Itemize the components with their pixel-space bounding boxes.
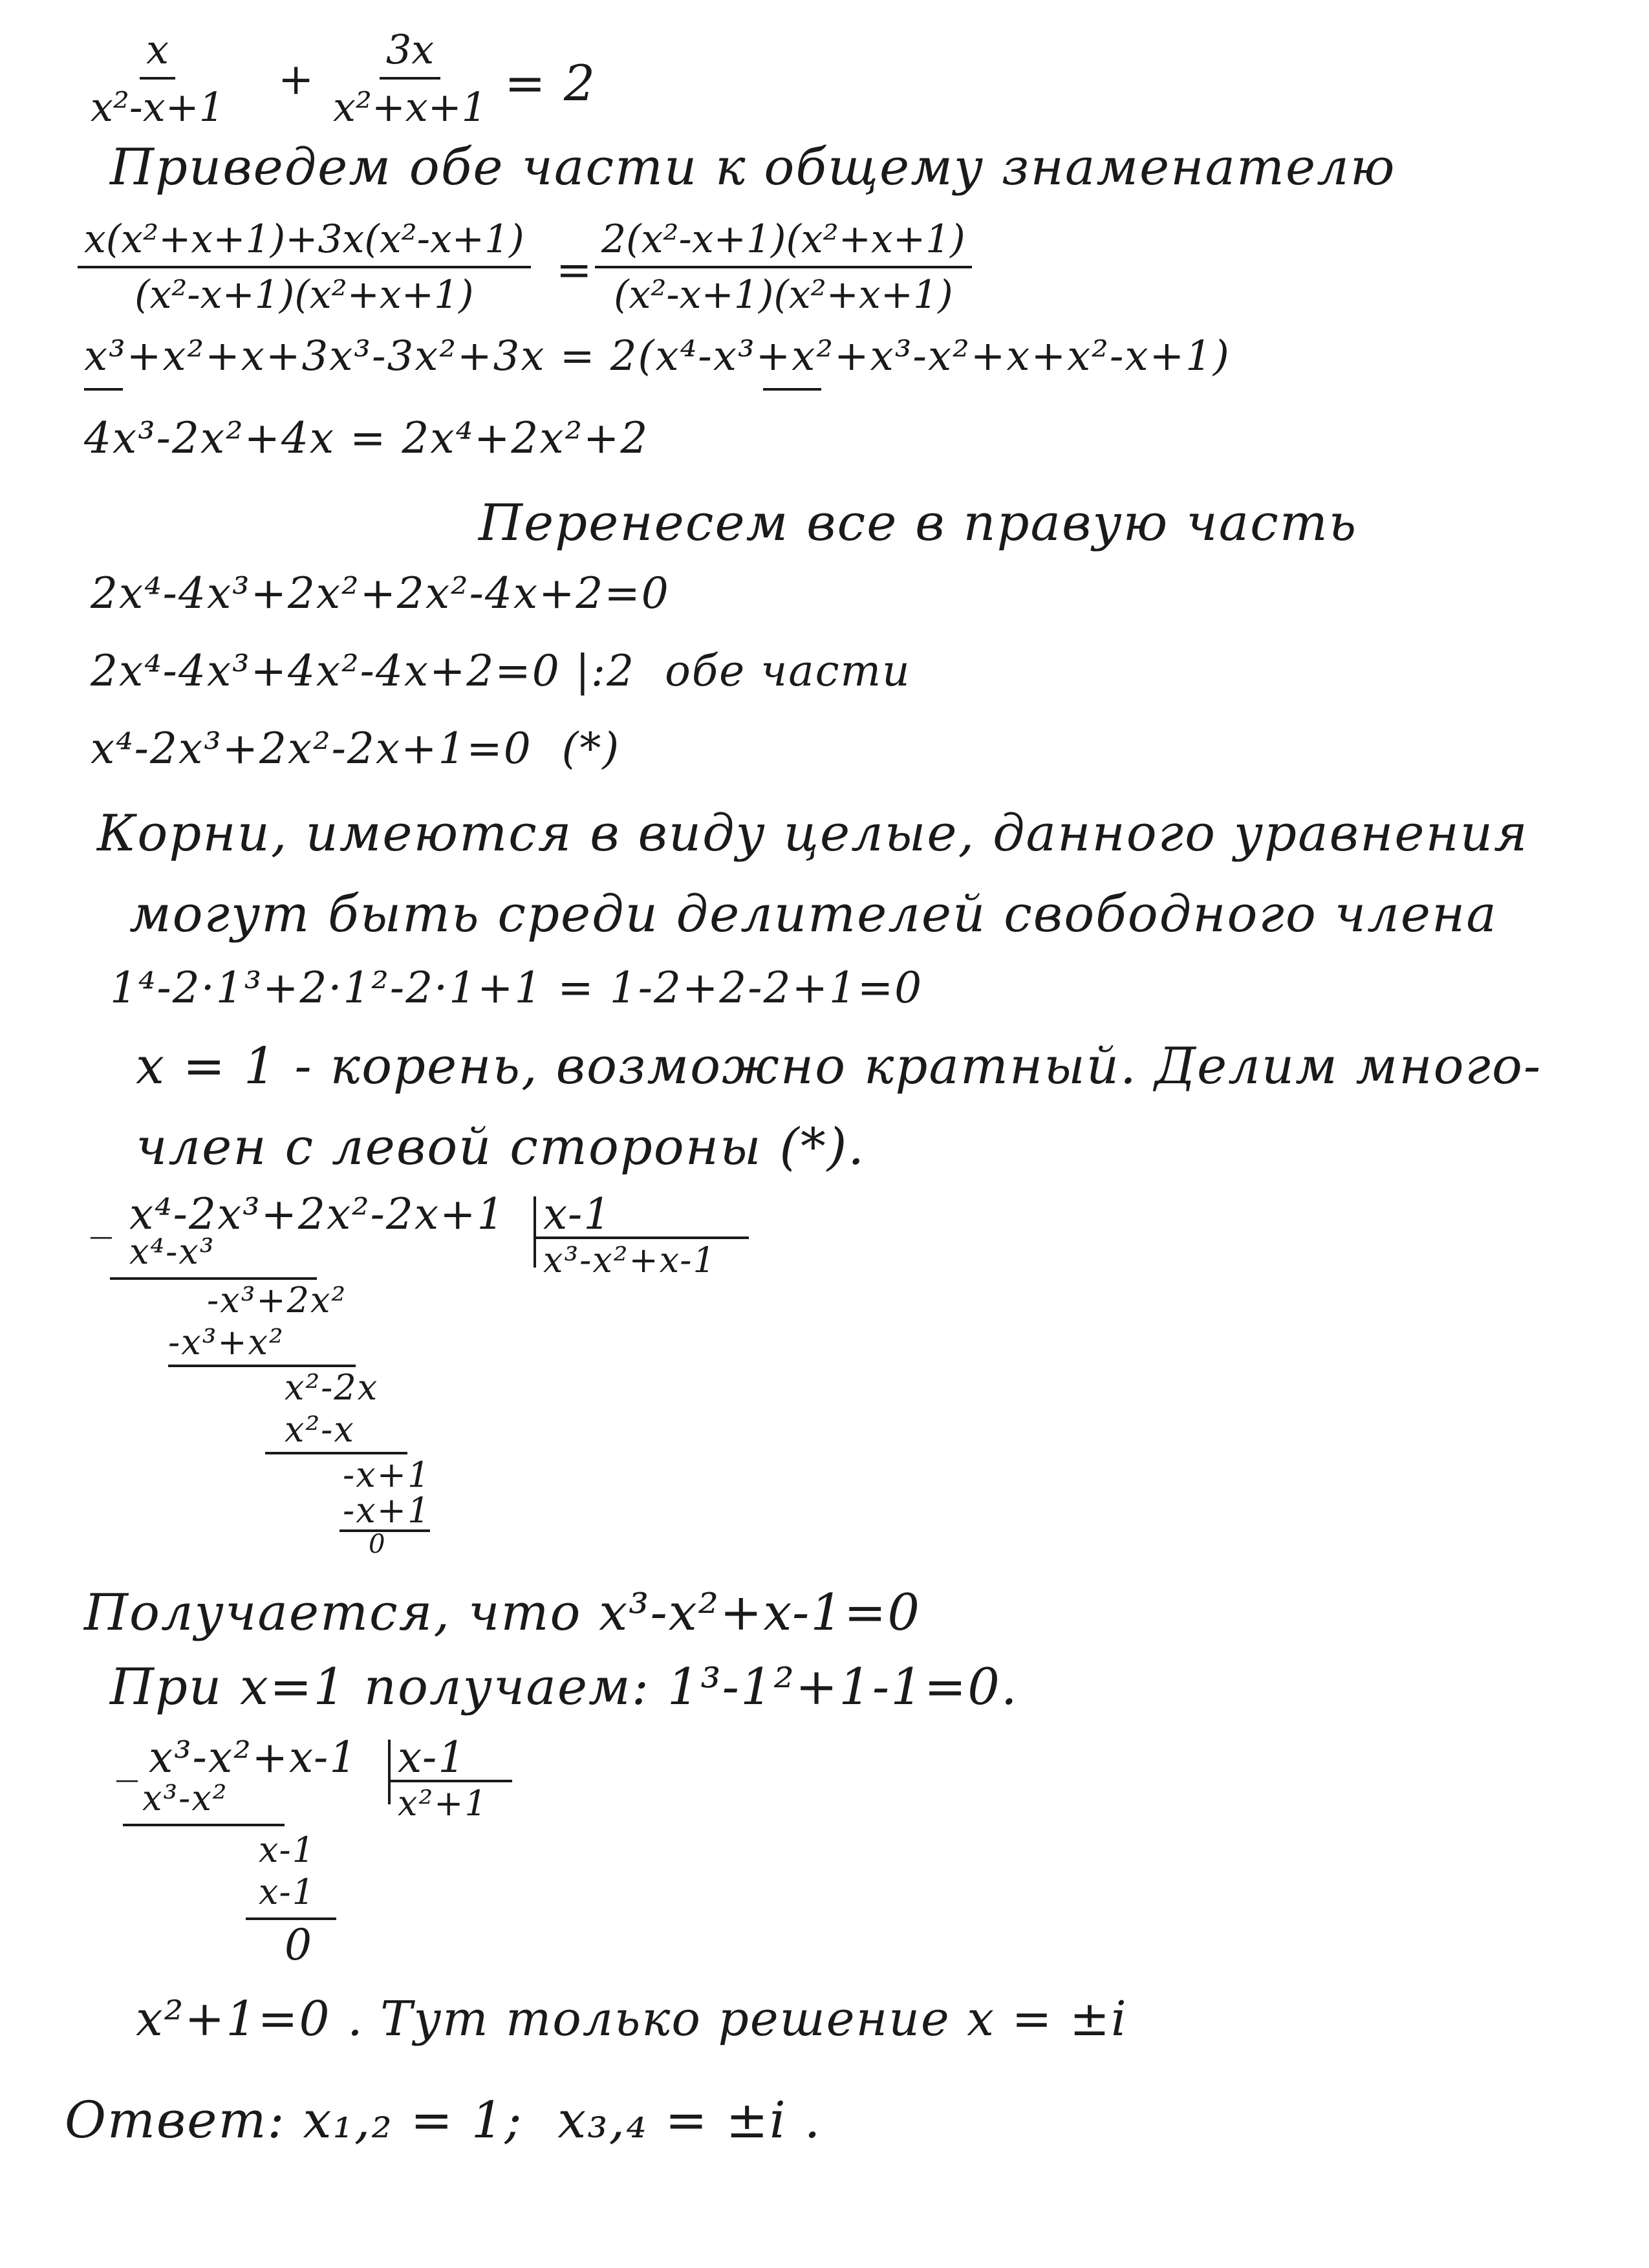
equation-step-8: 2x⁴-4x³+4x²-4x+2=0 |:2 обе части xyxy=(91,646,911,696)
division-1-step: -x+1 xyxy=(343,1454,431,1495)
equation-rhs: = 2 xyxy=(504,54,597,112)
equation-step-7: 2x⁴-4x³+2x²+2x²-4x+2=0 xyxy=(91,568,670,618)
division-2-step: x-1 xyxy=(259,1830,316,1870)
division-2-divisor: x-1 xyxy=(398,1733,467,1782)
division-2-bar xyxy=(388,1740,391,1804)
division-2-minus: _ xyxy=(116,1733,139,1782)
final-answer: Ответ: x₁,₂ = 1; x₃,₄ = ±i . xyxy=(65,2091,822,2150)
division-1-step: -x³+x² xyxy=(168,1322,285,1363)
combined-lhs-denominator: (x²-x+1)(x²+x+1) xyxy=(135,272,474,318)
cancel-mark xyxy=(763,388,821,391)
fraction-2-denominator: x²+x+1 xyxy=(333,83,488,131)
division-1-bar xyxy=(534,1196,536,1268)
division-1-step: -x+1 xyxy=(343,1490,431,1531)
division-1-dividend: x⁴-2x³+2x²-2x+1 xyxy=(129,1189,506,1239)
fraction-2-numerator: 3x xyxy=(380,26,440,80)
expanded-equation: x³+x²+x+3x³-3x²+3x = 2(x⁴-x³+x²+x³-x²+x+x²-x+1) xyxy=(84,332,1231,380)
combined-rhs-numerator: 2(x²-x+1)(x²+x+1) xyxy=(595,217,972,268)
text-result-cubic: Получается, что x³-x²+x-1=0 xyxy=(84,1584,921,1642)
long-division-1 xyxy=(91,1189,802,1559)
text-check-cubic-root: При x=1 получаем: 1³-1²+1-1=0. xyxy=(110,1658,1018,1716)
plus-sign: + xyxy=(278,54,316,104)
text-root-multiple: x = 1 - корень, возможно кратный. Делим много- xyxy=(136,1037,1542,1096)
equals-sign: = xyxy=(556,245,594,295)
cancel-mark xyxy=(84,388,123,391)
division-1-quotient: x³-x²+x-1 xyxy=(543,1240,717,1280)
equation-star: x⁴-2x³+2x²-2x+1=0 (*) xyxy=(91,724,621,773)
simplified-equation: 4x³-2x²+4x = 2x⁴+2x²+2 xyxy=(84,413,649,463)
combined-rhs-denominator: (x²-x+1)(x²+x+1) xyxy=(614,272,953,318)
fraction-1-denominator: x²-x+1 xyxy=(91,83,225,131)
combined-lhs-numerator: x(x²+x+1)+3x(x²-x+1) xyxy=(78,217,531,268)
division-2-remainder: 0 xyxy=(285,1920,313,1970)
text-common-denominator: Приведем обе части к общему знаменателю xyxy=(110,138,1396,197)
long-division-2 xyxy=(116,1733,634,1970)
combined-lhs-fraction xyxy=(78,217,531,318)
text-divisors-free-term: могут быть среди делителей свободного члена xyxy=(129,885,1498,944)
text-divide-left-side: член с левой стороны (*). xyxy=(136,1118,866,1176)
division-2-divisor-line xyxy=(389,1780,512,1782)
division-1-step: x²-x xyxy=(285,1409,355,1450)
text-move-to-right: Перенесем все в правую часть xyxy=(479,494,1358,552)
division-1-divisor-line xyxy=(535,1237,749,1239)
division-2-step: x³-x² xyxy=(142,1778,228,1819)
division-1-step: x²-2x xyxy=(285,1367,379,1408)
equation-fraction-2 xyxy=(327,26,493,131)
check-root-one: 1⁴-2·1³+2·1²-2·1+1 = 1-2+2-2+1=0 xyxy=(110,963,923,1013)
division-1-step: -x³+2x² xyxy=(207,1280,347,1321)
fraction-1-numerator: x xyxy=(140,26,175,80)
division-1-remainder: 0 xyxy=(369,1529,387,1559)
division-1-minus: _ xyxy=(91,1189,113,1239)
combined-rhs-fraction xyxy=(595,217,972,318)
division-2-dividend: x³-x²+x-1 xyxy=(149,1733,358,1782)
equation-fraction-1 xyxy=(84,26,231,131)
equation-imaginary-roots: x²+1=0 . Тут только решение x = ±i xyxy=(136,1991,1128,2047)
division-1-step: x⁴-x³ xyxy=(129,1231,215,1272)
division-1-divisor: x-1 xyxy=(543,1189,612,1239)
division-2-step: x-1 xyxy=(259,1872,316,1912)
text-roots-integer: Корни, имеются в виду целые, данного уравнения xyxy=(97,805,1529,863)
division-2-quotient: x²+1 xyxy=(398,1783,488,1824)
division-2-rule xyxy=(123,1824,285,1826)
